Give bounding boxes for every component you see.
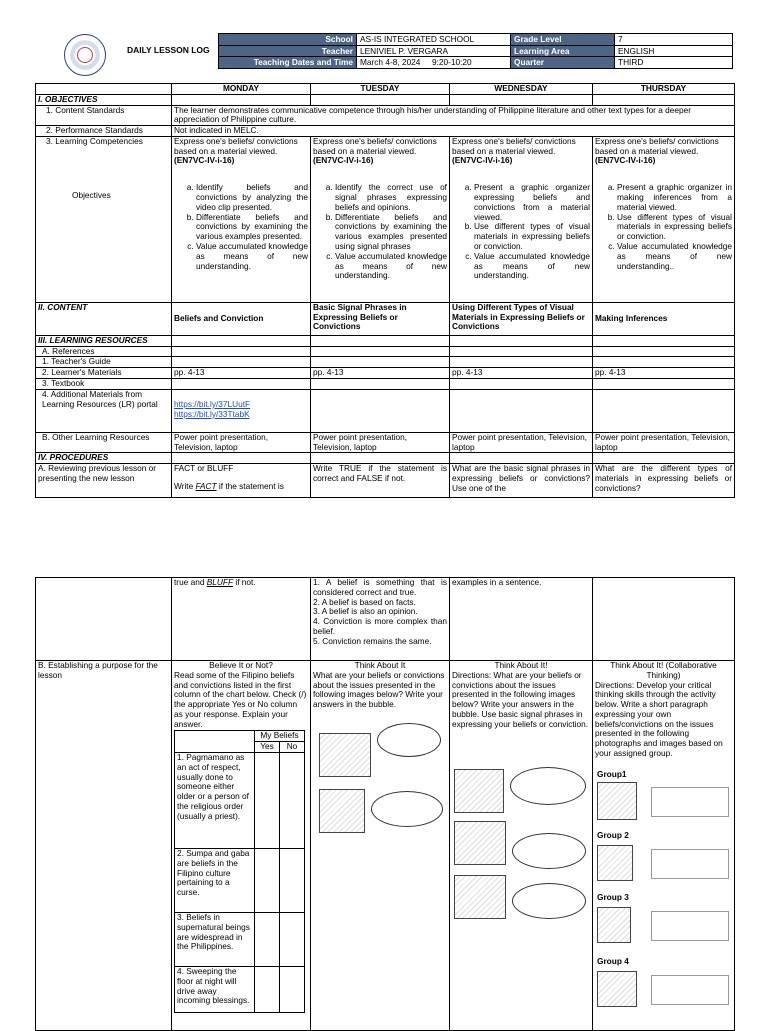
lesson-log-table-continued xyxy=(35,577,735,1031)
people-image xyxy=(454,769,504,813)
think-about-it-text: What are your beliefs or convictions about the issues presented in the following images below? Write your answers in the bubble. xyxy=(313,669,445,710)
list-item: 3. A belief is also an opinion. xyxy=(313,606,418,617)
objectives-heading: I. OBJECTIVES xyxy=(36,94,172,105)
list-item: 1. A belief is something that is considered correct and true. xyxy=(313,577,447,597)
performance-standards-text: Not indicated in MELC. xyxy=(172,126,735,137)
think-about-it-wed-title: Think About It! xyxy=(494,660,548,670)
objectives-wednesday: Express one's beliefs/ convictions based on a material viewed. (EN7VC-IV-i-16) a. Present a graphic organizer expressing beliefs and convictions from a material viewed. b. Use different types of visual materials in expressing beliefs or conviction. c. Value accumulated knowledge as means of new understanding. xyxy=(450,136,593,302)
list-item: 5. Conviction remains the same. xyxy=(313,635,432,646)
procedures-heading: IV. PROCEDURES xyxy=(36,453,172,464)
believe-it-text: Read some of the Filipino beliefs and convictions listed in the first column of the chart below. Check (/) the appropriate Yes or No column as your response. Explain your answer. xyxy=(174,669,307,729)
learners-materials-label: 2. Learner's Materials xyxy=(36,368,172,379)
references-label: A. References xyxy=(36,346,172,357)
lr-link-1[interactable]: https://bit.ly/37LUutF xyxy=(174,398,251,409)
school-value: AS-IS INTEGRATED SCHOOL xyxy=(357,34,511,46)
group-4-label: Group 4 xyxy=(597,956,629,966)
list-item: b. Use different types of visual materials in expressing beliefs or conviction. xyxy=(474,222,590,251)
no-header: No xyxy=(280,742,305,753)
traffic-image xyxy=(454,875,506,919)
other-resources-thursday: Power point presentation, Television, laptop xyxy=(593,432,735,453)
procedure-a-tuesday-items xyxy=(311,578,450,661)
think-about-it-title: Think About It xyxy=(354,660,406,670)
list-item: b. Differentiate beliefs and convictions by examining the various examples presented using signal phrases xyxy=(335,213,447,252)
group-3-label: Group 3 xyxy=(597,892,629,902)
collab-title: Think About It! (Collaborative Thinking) xyxy=(610,660,717,680)
list-item: c. Value accumulated knowledge as means of new understanding. xyxy=(335,252,447,281)
procedure-b-monday xyxy=(172,661,311,1031)
procedure-b-wednesday xyxy=(450,661,593,1031)
group-4-image xyxy=(597,971,637,1007)
day-tuesday: TUESDAY xyxy=(311,84,450,95)
list-item: c. Value accumulated knowledge as means of new understanding. xyxy=(474,252,590,281)
think-about-it-wed-text: Directions: What are your beliefs or convictions about the issues presented in the following images below? Write your answers in the bubble. Use basic signal phrases in expressing your beliefs or conviction. xyxy=(452,669,589,729)
pages-thursday: pp. 4-13 xyxy=(593,368,735,379)
procedure-a-monday-continued: true and BLUFF if not. xyxy=(172,578,311,661)
content-heading: II. CONTENT xyxy=(36,302,172,335)
header-info-table xyxy=(218,33,733,69)
other-resources-wednesday: Power point presentation, Television, laptop xyxy=(450,432,593,453)
resources-heading: III. LEARNING RESOURCES xyxy=(36,335,172,346)
objectives-label: Objectives xyxy=(72,189,111,200)
group-3-image xyxy=(597,907,631,943)
group-2-label: Group 2 xyxy=(597,830,629,840)
day-wednesday: WEDNESDAY xyxy=(450,84,593,95)
group-2-image xyxy=(597,845,633,881)
performance-standards-label: 2. Performance Standards xyxy=(36,126,172,137)
other-resources-label: B. Other Learning Resources xyxy=(36,432,172,453)
lr-link-2[interactable]: https://bit.ly/33TtabK xyxy=(174,408,250,419)
yes-header: Yes xyxy=(255,742,280,753)
believe-it-title: Believe It or Not? xyxy=(209,660,273,670)
dates-label: Teaching Dates and Time xyxy=(219,57,357,69)
my-beliefs-header: My Beliefs xyxy=(255,731,305,742)
day-header-row xyxy=(36,84,735,95)
objectives-tuesday: Express one's beliefs/ convictions based on a material viewed. (EN7VC-IV-i-16) a. Identify the correct use of signal phrases expressing beliefs and opinions. b. Differentiate beliefs and convictions by examining the various examples presented using signal phrases c. Value accumulated knowledge as means of new understanding. xyxy=(311,136,450,302)
procedure-a-thursday: What are the different types of materials in expressing beliefs or convictions? xyxy=(593,464,735,498)
area-label: Learning Area xyxy=(511,45,615,57)
list-item: b. Differentiate beliefs and convictions by examining the various examples presented. xyxy=(196,213,308,242)
procedure-a-tuesday: Write TRUE if the statement is correct and FALSE if not. xyxy=(311,464,450,498)
other-resources-tuesday: Power point presentation, Television, laptop xyxy=(311,432,450,453)
pages-monday: pp. 4-13 xyxy=(172,368,311,379)
collab-text: Directions: Develop your critical thinking skills through the activity below. Write a short paragraph expressing your own beliefs/convictions on the issues presented in the following photographs and images based on your assigned group. xyxy=(595,679,723,759)
table-row: 3. Beliefs in supernatural beings are widespread in the Philippines. xyxy=(175,913,255,967)
procedure-a-wednesday-continued: examples in a sentence. xyxy=(450,578,593,661)
procedure-a-wednesday: What are the basic signal phrases in expressing beliefs or convictions? Use one of the xyxy=(450,464,593,498)
thought-bubble xyxy=(371,791,443,827)
content-standards-label: 1. Content Standards xyxy=(36,105,172,126)
group-1-label: Group1 xyxy=(597,769,627,779)
learning-competencies-label: 3. Learning Competencies xyxy=(46,135,143,146)
content-wednesday: Using Different Types of Visual Materials in Expressing Beliefs or Convictions xyxy=(450,302,593,335)
list-item: a. Identify the correct use of signal phrases expressing beliefs and opinions. xyxy=(335,183,447,212)
thought-bubble xyxy=(510,767,586,805)
classroom-image xyxy=(319,789,365,833)
group-1-image xyxy=(597,782,637,820)
list-item: a. Present a graphic organizer expressing beliefs and convictions from a material viewed. xyxy=(474,183,590,222)
list-item: a. Identify beliefs and convictions by analyzing the video clip presented. xyxy=(196,183,308,212)
teacher-label: Teacher xyxy=(219,45,357,57)
quarter-label: Quarter xyxy=(511,57,615,69)
deped-seal xyxy=(64,34,106,76)
teacher-value: LENIVIEL P. VERGARA xyxy=(357,45,511,57)
teachers-guide-label: 1. Teacher's Guide xyxy=(36,357,172,368)
objectives-thursday: Express one's beliefs/ convictions based on a material viewed. (EN7VC-IV-i-16) a. Present a graphic organizer in making inferences from a material viewed. b. Use different types of visual materials in expressing beliefs or conviction. c. Value accumulated knowledge as means of new understanding.. xyxy=(593,136,735,302)
list-item: c. Value accumulated knowledge as means of new understanding. xyxy=(196,242,308,271)
group-4-answer-lines xyxy=(651,975,729,1005)
children-image xyxy=(319,733,371,777)
content-monday: Beliefs and Conviction xyxy=(172,302,311,335)
lesson-log-table xyxy=(35,83,735,498)
group-3-answer-lines xyxy=(651,911,729,941)
hospital-image xyxy=(454,821,506,865)
objectives-monday: Express one's beliefs/ convictions based on a material viewed. (EN7VC-IV-i-16) a. Identify beliefs and convictions by analyzing the video clip presented. b. Differentiate beliefs and convictions by examining the various examples presented. c. Value accumulated knowledge as means of new understanding. xyxy=(172,136,311,302)
content-tuesday: Basic Signal Phrases in Expressing Beliefs or Convictions xyxy=(311,302,450,335)
list-item: 2. A belief is based on facts. xyxy=(313,596,416,607)
grade-label: Grade Level xyxy=(511,34,615,46)
group-2-answer-lines xyxy=(651,849,729,879)
thought-bubble xyxy=(377,723,441,757)
day-thursday: THURSDAY xyxy=(593,84,735,95)
list-item: a. Present a graphic organizer in making inferences from a material viewed. xyxy=(617,183,732,212)
procedure-b-label: B. Establishing a purpose for the lesson xyxy=(36,661,172,1031)
pages-wednesday: pp. 4-13 xyxy=(450,368,593,379)
school-label: School xyxy=(219,34,357,46)
group-1-answer-lines xyxy=(651,787,729,817)
day-monday: MONDAY xyxy=(172,84,311,95)
beliefs-checklist xyxy=(174,730,305,1013)
list-item: b. Use different types of visual materials in expressing beliefs or conviction. xyxy=(617,213,732,242)
table-row: 4. Sweeping the floor at night will drive away incoming blessings. xyxy=(175,967,255,1013)
fact-or-bluff-title: FACT or BLUFF xyxy=(174,463,234,474)
dates-value: March 4-8, 2024 9:20-10:20 xyxy=(357,57,511,69)
table-row: 1. Pagmamano as an act of respect, usually done to someone either older or a person of the religious order (usually a priest). xyxy=(175,753,255,849)
textbook-label: 3. Textbook xyxy=(36,379,172,390)
content-standards-text: The learner demonstrates communicative competence through his/her understanding of Philippine literature and other text types for a deeper appreciation of Philippine culture. xyxy=(172,105,735,126)
fact-or-bluff-instruction: Write FACT if the statement is xyxy=(174,480,284,491)
other-resources-monday: Power point presentation, Television, laptop xyxy=(172,432,311,453)
quarter-value: THIRD xyxy=(615,57,733,69)
table-row: 2. Sumpa and gaba are beliefs in the Filipino culture pertaining to a curse. xyxy=(175,849,255,913)
page-title: DAILY LESSON LOG xyxy=(127,45,210,55)
list-item: 4. Conviction is more complex than belief. xyxy=(313,616,447,636)
additional-materials-label: 4. Additional Materials from Learning Resources (LR) portal xyxy=(36,389,172,432)
area-value: ENGLISH xyxy=(615,45,733,57)
procedure-b-tuesday xyxy=(311,661,450,1031)
pages-tuesday: pp. 4-13 xyxy=(311,368,450,379)
thought-bubble xyxy=(512,833,586,869)
content-thursday: Making Inferences xyxy=(593,302,735,335)
procedure-a-label: A. Reviewing previous lesson or presenting the new lesson xyxy=(36,464,172,498)
list-item: c. Value accumulated knowledge as means of new understanding.. xyxy=(617,242,732,271)
procedure-b-thursday xyxy=(593,661,735,1031)
grade-value: 7 xyxy=(615,34,733,46)
thought-bubble xyxy=(512,883,586,919)
